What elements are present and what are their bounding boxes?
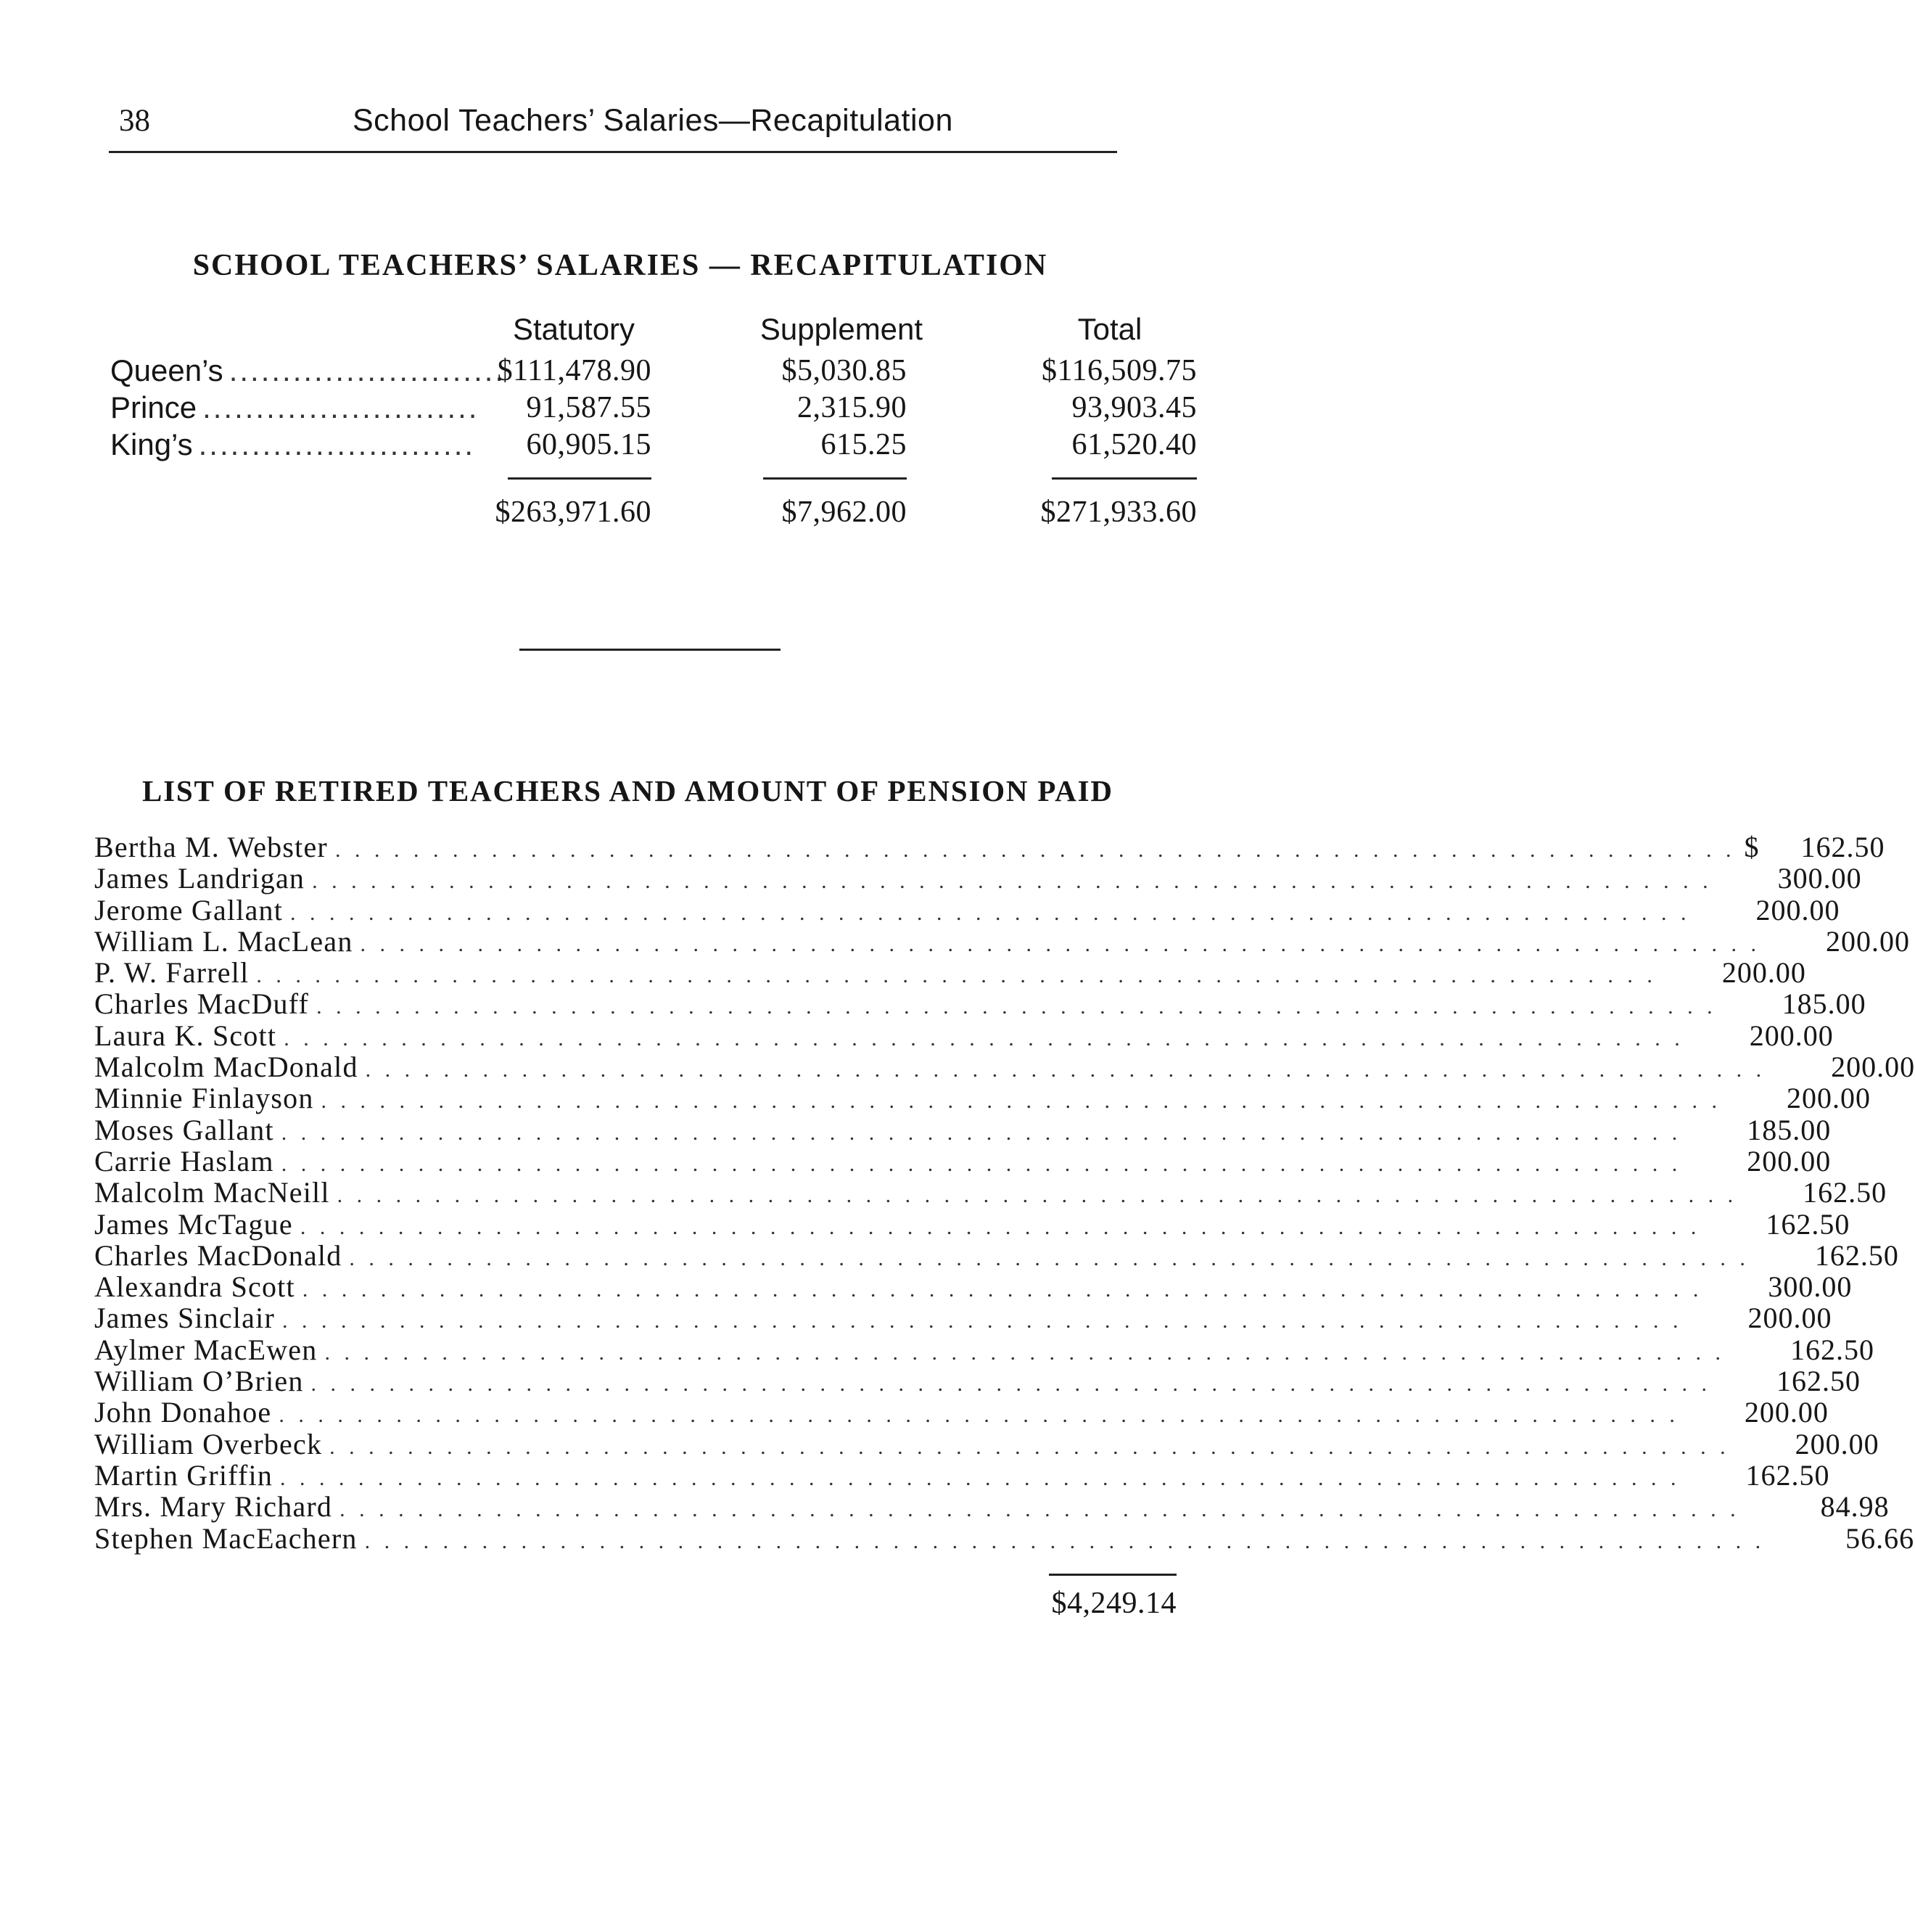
pension-row [94, 1427, 1879, 1460]
pension-amount: 162.50 [1790, 1333, 1874, 1366]
total-value: 93,903.45 [1071, 391, 1197, 424]
pension-list-title: LIST OF RETIRED TEACHERS AND AMOUNT OF PENSION PAID [142, 774, 1113, 807]
teacher-name: Martin Griffin [94, 1458, 273, 1492]
teacher-name: Charles MacDuff [94, 987, 310, 1021]
recapitulation-title: SCHOOL TEACHERS’ SALARIES — RECAPITULATION [192, 249, 1048, 282]
dot-leader: . . . . . . . . . . . . . . . . . . . . . . . . . . . . . . . . . . . . . . . . . . . . . . . . . . . . . . . . . . . . . . . . . . . . . . . . [337, 1183, 1738, 1208]
statutory-value: 91,587.55 [526, 391, 651, 424]
dot-leader: . . . . . . . . . . . . . . . . . . . . . . . . . . . . . . . . . . . . . . . . . . . . . . . . . . . . . . . . . . . . . . . . . . . . . . . . [281, 1309, 1683, 1333]
dot-leader: . . . . . . . . . . . . . . . . . . . . . . . . . . . . . . . . . . . . . . . . . . . . . . . . . . . . . . . . . . . . . . . . . . . . . . . . [279, 1403, 1679, 1428]
pension-row [94, 1364, 1861, 1398]
teacher-name: James Landrigan [94, 862, 305, 895]
supplement-total: $7,962.00 [781, 496, 907, 529]
pension-amount: 162.50 [1776, 1365, 1861, 1398]
pension-amount: 162.50 [1766, 1207, 1850, 1241]
pension-row [94, 924, 1911, 958]
pension-row [94, 861, 1862, 895]
pension-row [94, 1113, 1832, 1146]
dot-leader: . . . . . . . . . . . . . . . . . . . . . . . . . . . . . . . . . . . . . . . . . . . . . . . . . . . . . . . . . . . . . . . . . . . . . . . . [281, 1120, 1682, 1145]
pension-amount: 200.00 [1747, 1144, 1832, 1177]
teacher-name: James Sinclair [94, 1302, 275, 1335]
pension-row [94, 893, 1840, 926]
teacher-name: William O’Brien [94, 1365, 304, 1398]
running-title: School Teachers’ Salaries—Recapitulation [353, 103, 953, 138]
section-divider [519, 649, 781, 651]
sum-rule [1052, 477, 1197, 480]
teacher-name: Jerome Gallant [94, 893, 284, 926]
dot-leader: . . . . . . . . . . . . . . . . . . . . . . . . . . . . . . . . . . . . . . . . . . . . . . . . . . . . . . . . . . . . . . . . . . . . . . . . [321, 1089, 1722, 1114]
pension-row [94, 987, 1866, 1021]
dot-leader: . . . . . . . . . . . . . . . . . . . . . . . . . . . . . . . . . . . . . . . . . . . . . . . . . . . . . . . . . . . . . . . . . . . . . . . . [280, 1466, 1681, 1490]
statutory-value: 60,905.15 [526, 428, 651, 461]
teacher-name: Alexandra Scott [94, 1270, 295, 1304]
dot-leader: . . . . . . . . . . . . . . . . . . . . . . . . . . . . . . . . . . . . . . . . . . . . . . . . . . . . . . . . . . . . . . . . . . . . . . . . [324, 1340, 1725, 1365]
dot-leader: .......................... [202, 390, 479, 424]
pension-amount: 162.50 [1803, 1176, 1887, 1209]
teacher-name: Carrie Haslam [94, 1144, 274, 1177]
pension-amount: 300.00 [1777, 862, 1862, 895]
pension-row [94, 1050, 1915, 1084]
teacher-name: William L. MacLean [94, 924, 353, 958]
statutory-value: $111,478.90 [497, 354, 651, 387]
teacher-name: James McTague [94, 1207, 293, 1241]
pension-amount: 162.50 [1745, 1458, 1830, 1492]
pension-row [94, 1144, 1832, 1177]
pension-amount: 200.00 [1787, 1082, 1871, 1115]
dot-leader: . . . . . . . . . . . . . . . . . . . . . . . . . . . . . . . . . . . . . . . . . . . . . . . . . . . . . . . . . . . . . . . . . . . . . . . . [256, 963, 1657, 988]
pension-row [94, 1270, 1853, 1304]
teacher-name: Minnie Finlayson [94, 1082, 314, 1115]
currency-symbol: $ [1744, 831, 1759, 863]
recap-row-label [110, 390, 479, 425]
pension-amount: 300.00 [1768, 1270, 1853, 1304]
teacher-name: Malcolm MacNeill [94, 1176, 330, 1209]
pension-total: $4,249.14 [1051, 1587, 1177, 1620]
grand-total: $271,933.60 [1040, 496, 1197, 529]
pension-amount: 200.00 [1747, 1302, 1832, 1335]
county-name: Prince [110, 390, 197, 424]
pension-amount: 162.50 [1814, 1238, 1899, 1272]
pension-sum-rule [1049, 1574, 1177, 1576]
pension-row [94, 1081, 1871, 1115]
column-header-supplement: Supplement [759, 312, 923, 346]
total-value: $116,509.75 [1042, 354, 1197, 387]
page-number: 38 [119, 104, 150, 138]
pension-row [94, 1238, 1899, 1272]
dot-leader: . . . . . . . . . . . . . . . . . . . . . . . . . . . . . . . . . . . . . . . . . . . . . . . . . . . . . . . . . . . . . . . . . . . . . . . . [365, 1058, 1766, 1082]
pension-amount: 185.00 [1747, 1113, 1832, 1146]
teacher-name: Charles MacDonald [94, 1238, 342, 1272]
dot-leader: . . . . . . . . . . . . . . . . . . . . . . . . . . . . . . . . . . . . . . . . . . . . . . . . . . . . . . . . . . . . . . . . . . . . . . . . [312, 869, 1713, 894]
dot-leader: . . . . . . . . . . . . . . . . . . . . . . . . . . . . . . . . . . . . . . . . . . . . . . . . . . . . . . . . . . . . . . . . . . . . . . . . [302, 1278, 1703, 1302]
pension-amount: 84.98 [1820, 1490, 1890, 1524]
pension-row [94, 1175, 1887, 1209]
pension-row [94, 955, 1806, 990]
column-header-statutory: Statutory [512, 312, 635, 346]
pension-row [94, 1301, 1832, 1335]
teacher-name: Aylmer MacEwen [94, 1333, 318, 1366]
pension-amount: 200.00 [1755, 893, 1840, 926]
column-header-total: Total [1077, 312, 1142, 346]
teacher-name: Moses Gallant [94, 1113, 274, 1146]
pension-amount: 200.00 [1795, 1427, 1879, 1460]
teacher-name: Bertha M. Webster [94, 831, 328, 863]
dot-leader: . . . . . . . . . . . . . . . . . . . . . . . . . . . . . . . . . . . . . . . . . . . . . . . . . . . . . . . . . . . . . . . . . . . . . . . . [364, 1529, 1766, 1553]
pension-row [94, 1489, 1890, 1524]
dot-leader: . . . . . . . . . . . . . . . . . . . . . . . . . . . . . . . . . . . . . . . . . . . . . . . . . . . . . . . . . . . . . . . . . . . . . . . . [334, 838, 1736, 862]
pension-row [94, 1019, 1834, 1052]
pension-row [94, 1207, 1850, 1241]
dot-leader: . . . . . . . . . . . . . . . . . . . . . . . . . . . . . . . . . . . . . . . . . . . . . . . . . . . . . . . . . . . . . . . . . . . . . . . . [339, 1497, 1740, 1522]
dot-leader: . . . . . . . . . . . . . . . . . . . . . . . . . . . . . . . . . . . . . . . . . . . . . . . . . . . . . . . . . . . . . . . . . . . . . . . . [360, 932, 1761, 956]
pension-row [94, 830, 1885, 863]
dot-leader: . . . . . . . . . . . . . . . . . . . . . . . . . . . . . . . . . . . . . . . . . . . . . . . . . . . . . . . . . . . . . . . . . . . . . . . . [316, 995, 1717, 1019]
pension-amount: 200.00 [1744, 1396, 1829, 1429]
sum-rule [763, 477, 907, 480]
dot-leader: .......................... [198, 427, 476, 461]
pension-row [94, 1333, 1874, 1366]
pension-row [94, 1395, 1829, 1429]
teacher-name: Mrs. Mary Richard [94, 1490, 333, 1524]
dot-leader: .......................... [228, 353, 506, 387]
pension-amount: 200.00 [1826, 924, 1911, 958]
dot-leader: . . . . . . . . . . . . . . . . . . . . . . . . . . . . . . . . . . . . . . . . . . . . . . . . . . . . . . . . . . . . . . . . . . . . . . . . [281, 1151, 1682, 1176]
recap-row-label [110, 427, 476, 462]
dot-leader: . . . . . . . . . . . . . . . . . . . . . . . . . . . . . . . . . . . . . . . . . . . . . . . . . . . . . . . . . . . . . . . . . . . . . . . . [349, 1246, 1750, 1270]
pension-amount: 200.00 [1721, 956, 1806, 990]
teacher-name: Laura K. Scott [94, 1019, 277, 1052]
pension-row [94, 1458, 1830, 1492]
dot-leader: . . . . . . . . . . . . . . . . . . . . . . . . . . . . . . . . . . . . . . . . . . . . . . . . . . . . . . . . . . . . . . . . . . . . . . . . [284, 1026, 1684, 1051]
dot-leader: . . . . . . . . . . . . . . . . . . . . . . . . . . . . . . . . . . . . . . . . . . . . . . . . . . . . . . . . . . . . . . . . . . . . . . . . [310, 1372, 1712, 1397]
pension-amount: 200.00 [1831, 1051, 1915, 1084]
total-value: 61,520.40 [1071, 428, 1197, 461]
sum-rule [508, 477, 651, 480]
teacher-name: John Donahoe [94, 1396, 272, 1429]
supplement-value: $5,030.85 [781, 354, 907, 387]
county-name: Queen’s [110, 353, 223, 387]
teacher-name: P. W. Farrell [94, 956, 250, 990]
pension-amount: 162.50 [1800, 831, 1885, 863]
teacher-name: Stephen MacEachern [94, 1521, 358, 1555]
dot-leader: . . . . . . . . . . . . . . . . . . . . . . . . . . . . . . . . . . . . . . . . . . . . . . . . . . . . . . . . . . . . . . . . . . . . . . . . [329, 1434, 1730, 1459]
pension-list [94, 830, 1915, 1555]
dot-leader: . . . . . . . . . . . . . . . . . . . . . . . . . . . . . . . . . . . . . . . . . . . . . . . . . . . . . . . . . . . . . . . . . . . . . . . . [290, 900, 1691, 925]
pension-amount: 56.66 [1845, 1521, 1915, 1555]
running-header [109, 93, 1117, 153]
supplement-value: 615.25 [820, 428, 907, 461]
statutory-total: $263,971.60 [495, 496, 651, 529]
pension-amount: 200.00 [1749, 1019, 1834, 1052]
supplement-value: 2,315.90 [797, 391, 907, 424]
dot-leader: . . . . . . . . . . . . . . . . . . . . . . . . . . . . . . . . . . . . . . . . . . . . . . . . . . . . . . . . . . . . . . . . . . . . . . . . [300, 1214, 1701, 1239]
recap-row-label [110, 353, 506, 388]
teacher-name: William Overbeck [94, 1427, 323, 1460]
pension-amount: 185.00 [1782, 987, 1866, 1021]
pension-row [94, 1521, 1915, 1555]
teacher-name: Malcolm MacDonald [94, 1051, 358, 1084]
county-name: King’s [110, 427, 193, 461]
